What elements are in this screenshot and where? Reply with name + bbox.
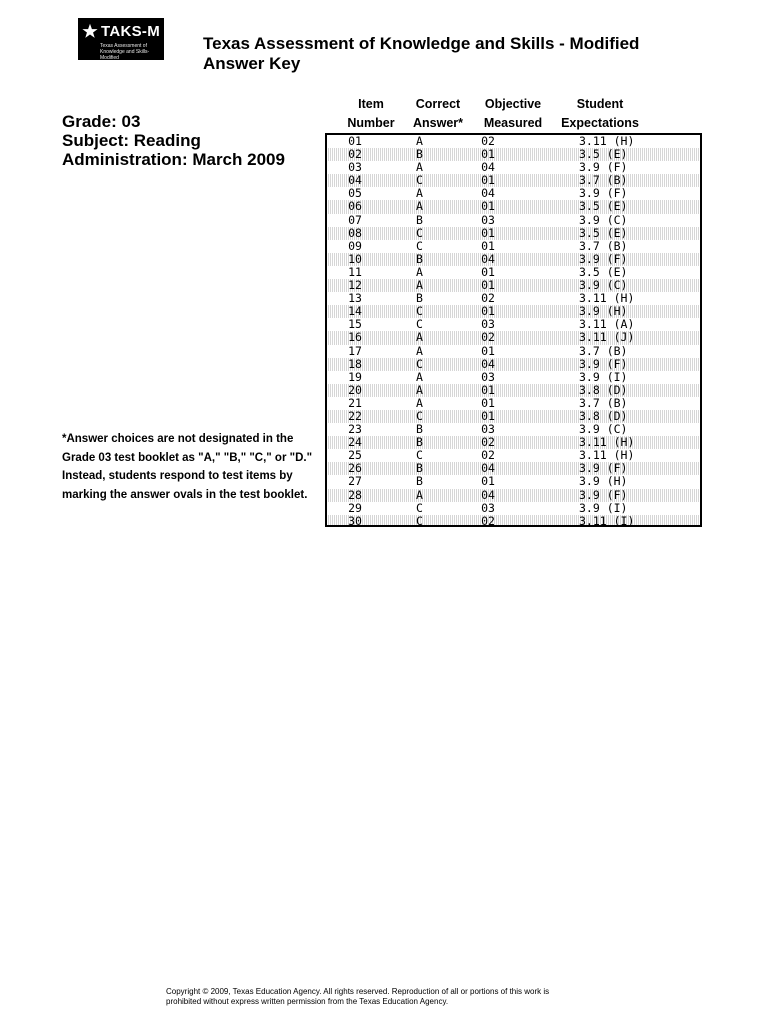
objective-cell: 04	[481, 356, 495, 371]
objective-cell: 04	[481, 186, 495, 201]
correct-answer-cell: A	[416, 487, 423, 502]
item-number-cell: 29	[348, 500, 362, 515]
objective-cell: 01	[481, 408, 495, 423]
student-expectation-cell: 3.5 (E)	[579, 264, 628, 279]
table-row	[327, 266, 700, 279]
objective-cell: 02	[481, 330, 495, 345]
correct-answer-cell: A	[416, 382, 423, 397]
student-expectation-cell: 3.11 (A)	[579, 317, 635, 332]
table-row	[327, 174, 700, 187]
correct-answer-cell: A	[416, 134, 423, 148]
table-row	[327, 502, 700, 515]
correct-answer-cell: C	[416, 304, 423, 319]
table-row	[327, 135, 700, 148]
test-info	[62, 112, 285, 169]
item-number-cell: 22	[348, 408, 362, 423]
item-number-cell: 03	[348, 160, 362, 175]
correct-answer-cell: B	[416, 461, 423, 476]
title-line-2: Answer Key	[203, 54, 301, 73]
table-row	[327, 489, 700, 502]
student-expectation-cell: 3.9 (I)	[579, 500, 628, 515]
correct-answer-cell: A	[416, 330, 423, 345]
item-number-cell: 16	[348, 330, 362, 345]
administration-label: Administration: March 2009	[62, 150, 285, 169]
correct-answer-cell: C	[416, 408, 423, 423]
table-row	[327, 240, 700, 253]
correct-answer-cell: B	[416, 291, 423, 306]
student-expectation-cell: 3.9 (F)	[579, 356, 628, 371]
item-number-cell: 17	[348, 343, 362, 358]
correct-answer-cell: A	[416, 369, 423, 384]
objective-cell: 02	[481, 513, 495, 527]
objective-cell: 03	[481, 317, 495, 332]
table-row	[327, 214, 700, 227]
table-row	[327, 253, 700, 266]
item-number-cell: 08	[348, 225, 362, 240]
table-row	[327, 187, 700, 200]
objective-cell: 01	[481, 173, 495, 188]
item-number-cell: 06	[348, 199, 362, 214]
subject-label: Subject: Reading	[62, 131, 201, 150]
item-number-cell: 14	[348, 304, 362, 319]
table-row	[327, 148, 700, 161]
table-row	[327, 410, 700, 423]
table-row	[327, 462, 700, 475]
item-number-cell: 05	[348, 186, 362, 201]
student-expectation-cell: 3.7 (B)	[579, 343, 628, 358]
table-row	[327, 371, 700, 384]
student-expectation-cell: 3.11 (H)	[579, 448, 635, 463]
objective-cell: 01	[481, 278, 495, 293]
objective-cell: 04	[481, 461, 495, 476]
correct-answer-cell: A	[416, 343, 423, 358]
correct-answer-cell: A	[416, 160, 423, 175]
correct-answer-cell: C	[416, 356, 423, 371]
item-number-cell: 21	[348, 395, 362, 410]
student-expectation-cell: 3.9 (H)	[579, 474, 628, 489]
header-objective-measured: Objective Measured	[483, 97, 543, 130]
logo-text: TAKS-M	[101, 22, 161, 40]
objective-cell: 01	[481, 304, 495, 319]
header-item-number: Item Number	[347, 97, 395, 130]
item-number-cell: 01	[348, 134, 362, 148]
item-number-cell: 26	[348, 461, 362, 476]
objective-cell: 01	[481, 264, 495, 279]
objective-cell: 01	[481, 343, 495, 358]
objective-cell: 01	[481, 395, 495, 410]
item-number-cell: 28	[348, 487, 362, 502]
table-row	[327, 475, 700, 488]
item-number-cell: 12	[348, 278, 362, 293]
table-row	[327, 305, 700, 318]
student-expectation-cell: 3.7 (B)	[579, 395, 628, 410]
correct-answer-cell: C	[416, 513, 423, 527]
student-expectation-cell: 3.8 (D)	[579, 382, 628, 397]
header-student-expectations: Student Expectations	[561, 97, 639, 130]
item-number-cell: 25	[348, 448, 362, 463]
table-row	[327, 358, 700, 371]
item-number-cell: 10	[348, 251, 362, 266]
item-number-cell: 11	[348, 264, 362, 279]
header-correct-answer: Correct Answer*	[412, 97, 464, 130]
objective-cell: 01	[481, 382, 495, 397]
objective-cell: 04	[481, 160, 495, 175]
correct-answer-cell: A	[416, 199, 423, 214]
correct-answer-cell: B	[416, 212, 423, 227]
objective-cell: 03	[481, 212, 495, 227]
table-row	[327, 384, 700, 397]
student-expectation-cell: 3.9 (F)	[579, 186, 628, 201]
item-number-cell: 27	[348, 474, 362, 489]
correct-answer-cell: B	[416, 422, 423, 437]
item-number-cell: 04	[348, 173, 362, 188]
student-expectation-cell: 3.9 (C)	[579, 212, 628, 227]
table-row	[327, 318, 700, 331]
table-row	[327, 200, 700, 213]
item-number-cell: 07	[348, 212, 362, 227]
student-expectation-cell: 3.9 (C)	[579, 278, 628, 293]
student-expectation-cell: 3.9 (C)	[579, 422, 628, 437]
student-expectation-cell: 3.11 (I)	[579, 513, 635, 527]
copyright-footer: Copyright © 2009, Texas Education Agency. All rights reserved. Reproduction of all or portions of this work is prohibited without express written permission from the Texas Education Agency.	[166, 987, 550, 1006]
correct-answer-cell: C	[416, 238, 423, 253]
item-number-cell: 24	[348, 435, 362, 450]
objective-cell: 02	[481, 448, 495, 463]
objective-cell: 01	[481, 147, 495, 162]
student-expectation-cell: 3.7 (B)	[579, 238, 628, 253]
student-expectation-cell: 3.11 (H)	[579, 134, 635, 148]
objective-cell: 03	[481, 500, 495, 515]
correct-answer-cell: B	[416, 251, 423, 266]
table-row	[327, 345, 700, 358]
objective-cell: 04	[481, 251, 495, 266]
item-number-cell: 20	[348, 382, 362, 397]
table-row	[327, 515, 700, 527]
student-expectation-cell: 3.9 (F)	[579, 487, 628, 502]
table-row	[327, 331, 700, 344]
taks-m-logo	[78, 18, 164, 60]
table-row	[327, 436, 700, 449]
student-expectation-cell: 3.9 (F)	[579, 251, 628, 266]
objective-cell: 02	[481, 291, 495, 306]
student-expectation-cell: 3.11 (H)	[579, 435, 635, 450]
objective-cell: 01	[481, 199, 495, 214]
student-expectation-cell: 3.8 (D)	[579, 408, 628, 423]
item-number-cell: 19	[348, 369, 362, 384]
student-expectation-cell: 3.11 (J)	[579, 330, 635, 345]
student-expectation-cell: 3.11 (H)	[579, 291, 635, 306]
correct-answer-cell: A	[416, 264, 423, 279]
student-expectation-cell: 3.5 (E)	[579, 199, 628, 214]
objective-cell: 03	[481, 369, 495, 384]
student-expectation-cell: 3.5 (E)	[579, 225, 628, 240]
table-row	[327, 397, 700, 410]
student-expectation-cell: 3.9 (H)	[579, 304, 628, 319]
table-row	[327, 227, 700, 240]
answer-key-table	[325, 133, 702, 527]
item-number-cell: 13	[348, 291, 362, 306]
grade-label: Grade: 03	[62, 112, 141, 131]
correct-answer-cell: B	[416, 474, 423, 489]
correct-answer-cell: A	[416, 278, 423, 293]
table-row	[327, 292, 700, 305]
objective-cell: 04	[481, 487, 495, 502]
objective-cell: 03	[481, 422, 495, 437]
page-title	[203, 34, 639, 74]
objective-cell: 01	[481, 474, 495, 489]
student-expectation-cell: 3.7 (B)	[579, 173, 628, 188]
student-expectation-cell: 3.9 (I)	[579, 369, 628, 384]
table-row	[327, 161, 700, 174]
objective-cell: 02	[481, 134, 495, 148]
objective-cell: 01	[481, 225, 495, 240]
correct-answer-cell: C	[416, 500, 423, 515]
texas-star-icon	[82, 23, 98, 39]
table-row	[327, 279, 700, 292]
title-line-1: Texas Assessment of Knowledge and Skills - Modified	[203, 34, 640, 53]
student-expectation-cell: 3.9 (F)	[579, 461, 628, 476]
item-number-cell: 02	[348, 147, 362, 162]
student-expectation-cell: 3.5 (E)	[579, 147, 628, 162]
logo-subtitle: Texas Assessment of Knowledge and Skills-Modified	[100, 43, 150, 61]
correct-answer-cell: C	[416, 448, 423, 463]
objective-cell: 02	[481, 435, 495, 450]
item-number-cell: 15	[348, 317, 362, 332]
objective-cell: 01	[481, 238, 495, 253]
item-number-cell: 09	[348, 238, 362, 253]
item-number-cell: 18	[348, 356, 362, 371]
correct-answer-cell: A	[416, 186, 423, 201]
table-row	[327, 423, 700, 436]
correct-answer-cell: C	[416, 225, 423, 240]
correct-answer-cell: A	[416, 395, 423, 410]
student-expectation-cell: 3.9 (F)	[579, 160, 628, 175]
correct-answer-cell: B	[416, 435, 423, 450]
table-row	[327, 449, 700, 462]
answer-choices-note: *Answer choices are not designated in the Grade 03 test booklet as "A," "B," "C," or "D." Instead, students respond to test items by marking the answer ovals in the test booklet.	[62, 433, 313, 501]
correct-answer-cell: C	[416, 173, 423, 188]
item-number-cell: 23	[348, 422, 362, 437]
correct-answer-cell: B	[416, 147, 423, 162]
correct-answer-cell: C	[416, 317, 423, 332]
item-number-cell: 30	[348, 513, 362, 527]
